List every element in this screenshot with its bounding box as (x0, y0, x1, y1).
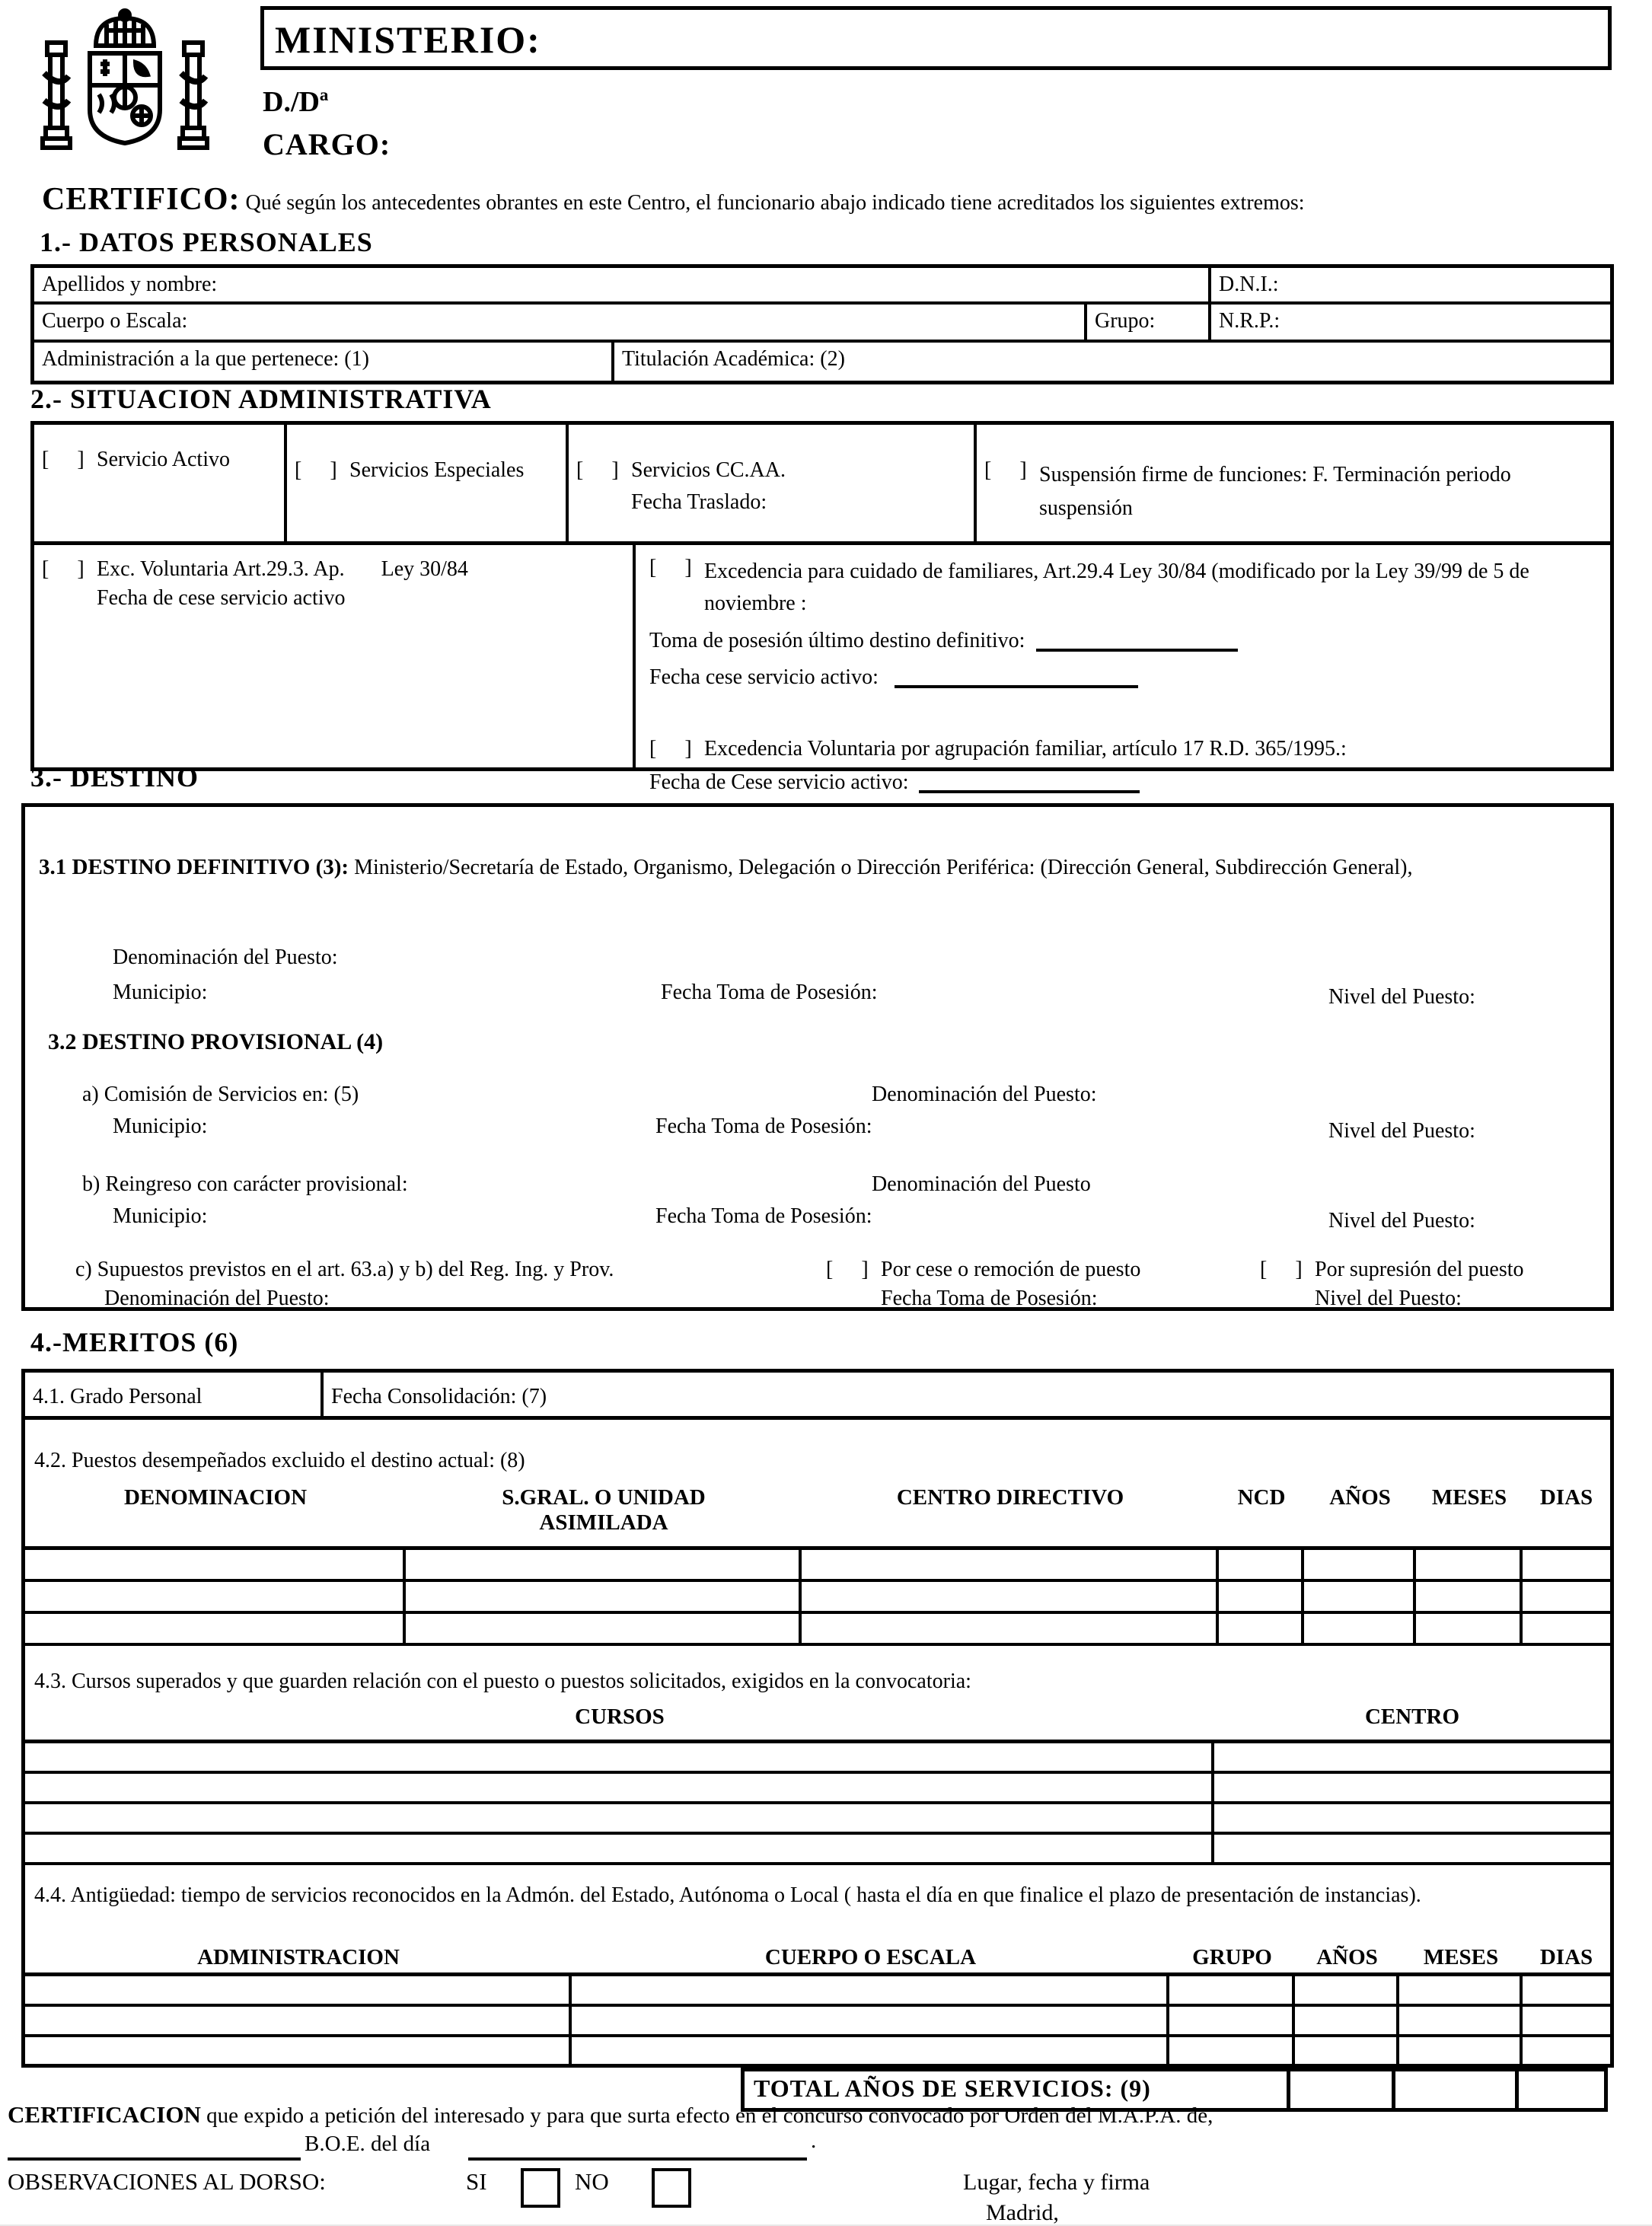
c-denominacion-label: Denominación del Puesto: (104, 1287, 330, 1310)
col-dias44: DIAS (1539, 1945, 1593, 1969)
empty-cell[interactable] (802, 1550, 1219, 1579)
fecha-cese-activo-input[interactable] (895, 664, 1138, 688)
boe-label: B.O.E. del día (305, 2132, 431, 2156)
excedencias-cell (636, 545, 1610, 794)
col-cuerpo-escala: CUERPO O ESCALA (764, 1945, 977, 1969)
cuerpo-label: Cuerpo o Escala: (42, 309, 188, 333)
cese-remocion-option[interactable] (826, 1258, 1222, 1311)
ministerio-label: MINISTERIO: (275, 18, 541, 61)
fecha-cese-voluntaria-label: Fecha de Cese servicio activo: (649, 770, 909, 794)
exc-voluntaria-option[interactable] (34, 545, 636, 767)
certifico-line (42, 181, 1625, 218)
destino-definitivo-text: Ministerio/Secretaría de Estado, Organismo, Delegación o Dirección Periférica: (Dirección General, Subdirección General), (354, 856, 1413, 879)
toma-posesion-input[interactable] (1036, 627, 1238, 652)
section4-title: 4.-MERITOS (6) (30, 1327, 239, 1357)
empty-cell[interactable] (1399, 2007, 1523, 2034)
destino-definitivo-label: 3.1 DESTINO DEFINITIVO (3): (39, 855, 349, 879)
col-anos: AÑOS (1329, 1485, 1391, 1510)
destino-definitivo-para (39, 849, 1584, 886)
s31-denominacion-label: Denominación del Puesto: (113, 946, 338, 969)
suspension-option[interactable] (977, 425, 1610, 541)
empty-cell[interactable] (572, 1976, 1169, 2004)
comision-label: a) Comisión de Servicios en: (5) (82, 1083, 359, 1106)
col-anos44: AÑOS (1316, 1945, 1378, 1969)
table-row (25, 1582, 1610, 1614)
administracion-label: Administración a la que pertenece: (1) (42, 347, 369, 371)
reingreso-label: b) Reingreso con carácter provisional: (82, 1172, 408, 1196)
empty-cell[interactable] (1169, 2007, 1295, 2034)
titulacion-field[interactable] (611, 343, 1610, 381)
empty-cell[interactable] (1219, 1550, 1304, 1579)
s31-municipio-label: Municipio: (113, 981, 208, 1004)
cese-remocion-checkbox[interactable]: [ ] (826, 1258, 872, 1281)
empty-cell[interactable] (1523, 1550, 1610, 1579)
lugar-fecha-firma-label: Lugar, fecha y firma (963, 2170, 1150, 2195)
boe-fecha-input[interactable] (468, 2136, 807, 2161)
empty-cell[interactable] (1219, 1582, 1304, 1611)
empty-cell[interactable] (406, 1582, 802, 1611)
empty-cell[interactable] (1214, 1804, 1610, 1832)
empty-cell[interactable] (1214, 1774, 1610, 1801)
empty-cell[interactable] (1304, 1582, 1416, 1611)
ley-label: Ley 30/84 (381, 557, 468, 581)
puestos-label: 4.2. Puestos desempeñados excluido el destino actual: (8) (34, 1449, 525, 1472)
col-grupo: GRUPO (1192, 1945, 1272, 1969)
fecha-consolidacion-field[interactable] (324, 1373, 1610, 1416)
col-meses: MESES (1431, 1485, 1507, 1510)
cursos-label: 4.3. Cursos superados y que guarden relación con el puesto o puestos solicitados, exigidos en la convocatoria: (34, 1670, 971, 1693)
a-nivel-label: Nivel del Puesto: (1328, 1119, 1475, 1143)
col-meses44: MESES (1423, 1945, 1499, 1969)
suspension-label: Suspensión firme de funciones: F. Terminación periodo suspensión (1039, 463, 1511, 520)
servicios-ccaa-checkbox[interactable]: [ ] (576, 458, 622, 482)
empty-cell[interactable] (1523, 2037, 1610, 2068)
empty-cell[interactable] (1523, 1614, 1610, 1643)
empty-cell[interactable] (1416, 1582, 1523, 1611)
no-checkbox[interactable] (652, 2168, 691, 2208)
empty-cell[interactable] (1523, 1582, 1610, 1611)
empty-cell[interactable] (802, 1614, 1219, 1643)
fecha-cese-voluntaria-row (649, 769, 1596, 795)
section2-title: 2.- SITUACION ADMINISTRATIVA (30, 384, 492, 414)
col-centro: CENTRO (1364, 1705, 1460, 1729)
empty-cell[interactable] (25, 2007, 572, 2034)
excedencia-voluntaria-option[interactable] (649, 737, 1596, 761)
supresion-label: Por supresión del puesto (1315, 1258, 1524, 1281)
total-label: TOTAL AÑOS DE SERVICIOS: (9) (741, 2068, 1290, 2112)
b-fecha-toma-label: Fecha Toma de Posesión: (655, 1204, 872, 1228)
servicios-ccaa-option[interactable] (569, 425, 977, 541)
fecha-cese-activo-label: Fecha cese servicio activo: (649, 665, 879, 689)
dni-field[interactable] (1208, 268, 1610, 301)
a-fecha-toma-label: Fecha Toma de Posesión: (655, 1115, 872, 1138)
empty-cell[interactable] (406, 1614, 802, 1643)
c-fecha-toma-label: Fecha Toma de Posesión: (881, 1287, 1098, 1310)
destino-box (21, 803, 1614, 1311)
empty-cell[interactable] (1523, 2007, 1610, 2034)
titulacion-label: Titulación Académica: (2) (622, 347, 845, 371)
b-municipio-label: Municipio: (113, 1204, 208, 1228)
table-row (25, 1550, 1610, 1582)
nrp-field[interactable] (1208, 305, 1610, 340)
cursos-headers (25, 1705, 1610, 1730)
personal-data-table (30, 264, 1614, 384)
orden-fecha-input[interactable] (8, 2136, 301, 2161)
empty-cell[interactable] (25, 1804, 1214, 1832)
empty-cell[interactable] (1295, 2007, 1399, 2034)
table-row (25, 1804, 1610, 1835)
si-label: SI (466, 2168, 487, 2195)
dni-label: D.N.I.: (1219, 273, 1279, 296)
grado-personal-label: 4.1. Grado Personal (33, 1385, 203, 1408)
certificacion-text: que expido a petición del interesado y para que surta efecto en el concurso convocado por Orden del M.A.P.A. de, (206, 2103, 1213, 2128)
empty-cell[interactable] (1304, 1614, 1416, 1643)
empty-cell[interactable] (25, 1743, 1214, 1771)
excedencia-familiares-checkbox[interactable]: [ ] (649, 556, 695, 579)
grupo-label: Grupo: (1095, 309, 1156, 333)
empty-cell[interactable] (1214, 1835, 1610, 1862)
certificacion-para (8, 2101, 1646, 2129)
cargo-label: CARGO: (263, 127, 391, 161)
grado-personal-field[interactable] (25, 1373, 324, 1416)
a-denominacion-label: Denominación del Puesto: (872, 1083, 1097, 1106)
empty-cell[interactable] (25, 1976, 572, 2004)
empty-cell[interactable] (406, 1550, 802, 1579)
fecha-cese-voluntaria-input[interactable] (919, 769, 1140, 793)
table-row (25, 2007, 1610, 2037)
no-label: NO (575, 2168, 609, 2195)
fecha-cese-activo-row (649, 664, 1596, 690)
spain-coat-of-arms-icon (38, 6, 212, 162)
excedencia-familiares-option[interactable] (649, 556, 1596, 620)
meritos-box (21, 1369, 1614, 2068)
exc-voluntaria-checkbox[interactable]: [ ] (42, 557, 88, 581)
cuerpo-field[interactable] (34, 305, 1084, 340)
table-row (25, 1743, 1610, 1774)
supuestos-label: c) Supuestos previstos en el art. 63.a) y b) del Reg. Ing. y Prov. (75, 1258, 614, 1281)
empty-cell[interactable] (1416, 1614, 1523, 1643)
empty-cell[interactable] (1523, 1976, 1610, 2004)
servicio-activo-option[interactable] (34, 425, 287, 541)
servicios-especiales-label: Servicios Especiales (349, 458, 525, 482)
antiguedad-table (25, 1972, 1610, 2068)
nrp-label: N.R.P.: (1219, 309, 1280, 333)
section1-title: 1.- DATOS PERSONALES (40, 227, 373, 257)
exc-voluntaria-label: Exc. Voluntaria Art.29.3. Ap. (97, 557, 345, 581)
c-nivel-label: Nivel del Puesto: (1315, 1287, 1462, 1310)
b-denominacion-label: Denominación del Puesto (872, 1172, 1091, 1196)
observaciones-label: OBSERVACIONES AL DORSO: (8, 2168, 326, 2195)
certifico-text: Qué según los antecedentes obrantes en este Centro, el funcionario abajo indicado tiene acreditados los siguientes extremos: (245, 191, 1305, 215)
empty-cell[interactable] (1399, 1976, 1523, 2004)
name-line-label: D./Dª (263, 86, 329, 118)
fecha-cese-label: Fecha de cese servicio activo (97, 586, 346, 610)
empty-cell[interactable] (25, 1835, 1214, 1862)
fecha-traslado-label: Fecha Traslado: (631, 490, 767, 514)
empty-cell[interactable] (1416, 1550, 1523, 1579)
antiguedad-headers (25, 1945, 1610, 1970)
empty-cell[interactable] (1399, 2037, 1523, 2068)
servicio-activo-label: Servicio Activo (97, 448, 230, 471)
empty-cell[interactable] (802, 1582, 1219, 1611)
table-row (25, 1835, 1610, 1865)
empty-cell[interactable] (1295, 2037, 1399, 2068)
empty-cell[interactable] (1214, 1743, 1610, 1771)
cese-remocion-label: Por cese o remoción de puesto (881, 1258, 1141, 1281)
col-administracion: ADMINISTRACION (197, 1945, 400, 1969)
suspension-checkbox[interactable]: [ ] (984, 458, 1030, 482)
empty-cell[interactable] (1304, 1550, 1416, 1579)
col-denominacion: DENOMINACION (123, 1485, 308, 1510)
toma-posesion-row (649, 627, 1596, 653)
apellidos-label: Apellidos y nombre: (42, 273, 218, 296)
fecha-consolidacion-label: Fecha Consolidación: (7) (331, 1385, 547, 1408)
servicios-especiales-option[interactable] (287, 425, 569, 541)
ministerio-input[interactable] (547, 36, 1574, 57)
antiguedad-label: 4.4. Antigüedad: tiempo de servicios reconocidos en la Admón. del Estado, Autónoma o Local ( hasta el día en que finalice el plazo de presentación de instancias). (34, 1883, 1421, 1907)
boe-dot: . (811, 2129, 817, 2153)
empty-cell[interactable] (1295, 1976, 1399, 2004)
empty-cell[interactable] (25, 1614, 406, 1643)
cursos-table (25, 1740, 1610, 1865)
col-sgral: S.GRAL. O UNIDAD ASIMILADA (502, 1485, 706, 1535)
empty-cell[interactable] (572, 2007, 1169, 2034)
table-row (25, 1774, 1610, 1804)
supresion-checkbox[interactable]: [ ] (1260, 1258, 1306, 1281)
excedencia-voluntaria-checkbox[interactable]: [ ] (649, 737, 695, 761)
empty-cell[interactable] (25, 2037, 572, 2068)
s31-fecha-toma-label: Fecha Toma de Posesión: (661, 981, 878, 1004)
table-row (25, 1976, 1610, 2007)
empty-cell[interactable] (25, 1774, 1214, 1801)
supuestos-block (75, 1258, 783, 1311)
s31-nivel-label: Nivel del Puesto: (1328, 985, 1475, 1009)
certificacion-label: CERTIFICACION (8, 2101, 201, 2128)
servicios-ccaa-label: Servicios CC.AA. (631, 458, 786, 482)
servicios-especiales-checkbox[interactable]: [ ] (295, 458, 340, 482)
apellidos-field[interactable] (34, 268, 1208, 301)
puestos-headers (25, 1485, 1610, 1536)
excedencia-voluntaria-label: Excedencia Voluntaria por agrupación familiar, artículo 17 R.D. 365/1995.: (704, 737, 1347, 761)
si-checkbox[interactable] (521, 2168, 560, 2208)
table-row (25, 2037, 1610, 2068)
col-centro-directivo: CENTRO DIRECTIVO (896, 1485, 1124, 1510)
destino-provisional-label: 3.2 DESTINO PROVISIONAL (4) (48, 1029, 384, 1054)
madrid-label: Madrid, (986, 2200, 1059, 2225)
empty-cell[interactable] (1169, 1976, 1295, 2004)
col-dias: DIAS (1539, 1485, 1593, 1510)
empty-cell[interactable] (25, 1550, 406, 1579)
supresion-option[interactable] (1260, 1258, 1610, 1311)
section3-title: 3.- DESTINO (30, 762, 199, 792)
puestos-table (25, 1546, 1610, 1646)
a-municipio-label: Municipio: (113, 1115, 208, 1138)
col-ncd: NCD (1237, 1485, 1286, 1510)
grupo-field[interactable] (1084, 305, 1208, 340)
empty-cell[interactable] (1169, 2037, 1295, 2068)
servicio-activo-checkbox[interactable]: [ ] (42, 448, 88, 471)
empty-cell[interactable] (1219, 1614, 1304, 1643)
col-cursos: CURSOS (575, 1705, 665, 1729)
empty-cell[interactable] (25, 1582, 406, 1611)
toma-posesion-label: Toma de posesión último destino definitivo: (649, 629, 1025, 652)
excedencia-familiares-label: Excedencia para cuidado de familiares, Art.29.4 Ley 30/84 (modificado por la Ley 39/99 de 5 de noviembre : (704, 560, 1529, 615)
table-row (25, 1614, 1610, 1646)
b-nivel-label: Nivel del Puesto: (1328, 1209, 1475, 1233)
ministerio-box (260, 6, 1612, 70)
certifico-label: CERTIFICO: (42, 182, 241, 217)
administracion-field[interactable] (34, 343, 611, 381)
empty-cell[interactable] (572, 2037, 1169, 2068)
